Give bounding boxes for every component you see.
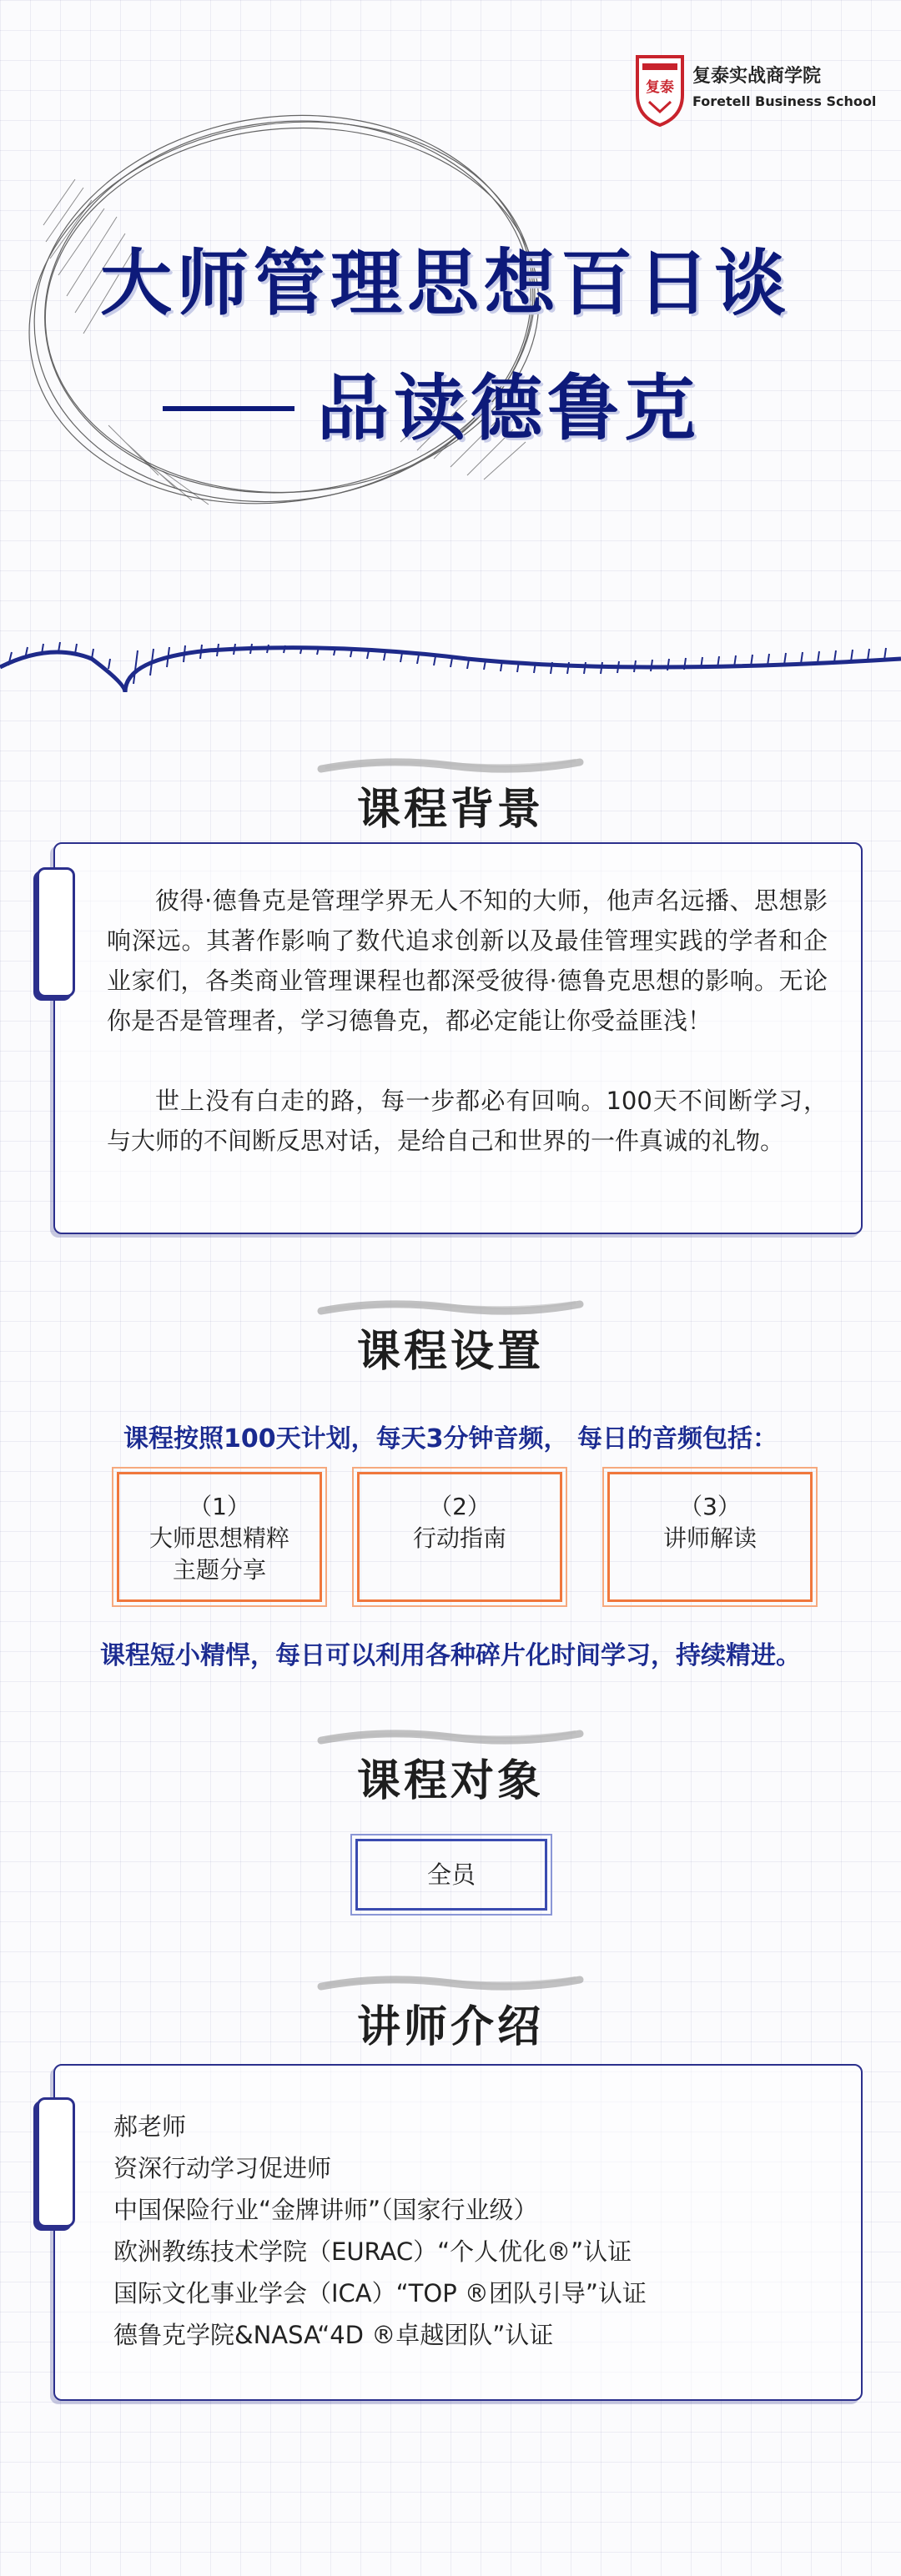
settings-outro: 课程短小精悍，每日可以利用各种碎片化时间学习，持续精进。 <box>100 1641 801 1670</box>
hero-title-line2: 品读德鲁克 <box>317 367 701 450</box>
teacher-credential: 欧洲教练技术学院（EURAC）“个人优化®”认证 <box>113 2237 632 2266</box>
settings-intro: 课程按照100天计划，每天3分钟音频， 每日的音频包括： <box>123 1424 778 1454</box>
logo-english-name: Foretell Business School <box>692 93 877 109</box>
section-title: 课程设置 <box>356 1327 544 1377</box>
section-title: 讲师介绍 <box>356 2002 544 2052</box>
section-heading-settings <box>0 1293 901 1384</box>
teacher-credentials <box>113 2106 647 2356</box>
logo-emblem-text: 复泰 <box>646 79 674 96</box>
item-number: （2） <box>429 1493 491 1520</box>
item-line: 主题分享 <box>172 1556 266 1584</box>
section-heading-teacher <box>0 1968 901 2060</box>
section-heading-background <box>0 751 901 842</box>
background-paragraph-2: 世上没有白走的路，每一步都必有回响。100天不间断学习，与大师的不间断反思对话，是给自己和世界的一件真诚的礼物。 <box>107 1087 828 1155</box>
teacher-name: 郝老师 <box>113 2112 187 2141</box>
item-line: 讲师解读 <box>662 1524 757 1552</box>
section-title: 课程背景 <box>356 785 544 835</box>
teacher-credential: 国际文化事业学会（ICA）“TOP ®团队引导”认证 <box>113 2279 647 2307</box>
section-heading-audience <box>0 1722 901 1814</box>
teacher-credential: 资深行动学习促进师 <box>113 2154 332 2182</box>
settings-item-3 <box>607 1472 813 1602</box>
box-side-tab <box>37 2097 75 2227</box>
box-side-tab <box>37 867 75 997</box>
teacher-credential: 中国保险行业“金牌讲师”（国家行业级） <box>113 2196 538 2224</box>
background-paragraph-1: 彼得·德鲁克是管理学界无人不知的大师，他声名远播、思想影响深远。其著作影响了数代追求创新以及最佳管理实践的学者和企业家们，各类商业管理课程也都深受彼得·德鲁克思想的影响。无论你是否是管理者，学习德鲁克，都必定能让你受益匪浅！ <box>107 886 828 1035</box>
item-number: （3） <box>679 1493 741 1520</box>
audience-box: 全员 <box>355 1839 547 1911</box>
background-box <box>53 842 863 1234</box>
settings-item-1 <box>117 1472 322 1602</box>
logo-chinese-name: 复泰实战商学院 <box>692 66 822 87</box>
hero-title-dash <box>163 406 294 411</box>
item-number: （1） <box>189 1493 250 1520</box>
settings-item-2 <box>357 1472 562 1602</box>
item-line: 大师思想精粹 <box>148 1524 289 1552</box>
teacher-credential: 德鲁克学院&NASA“4D ®卓越团队”认证 <box>113 2321 554 2349</box>
section-title: 课程对象 <box>356 1756 544 1806</box>
item-line: 行动指南 <box>412 1524 506 1552</box>
hero-title-line1: 大师管理思想百日谈 <box>100 242 791 325</box>
